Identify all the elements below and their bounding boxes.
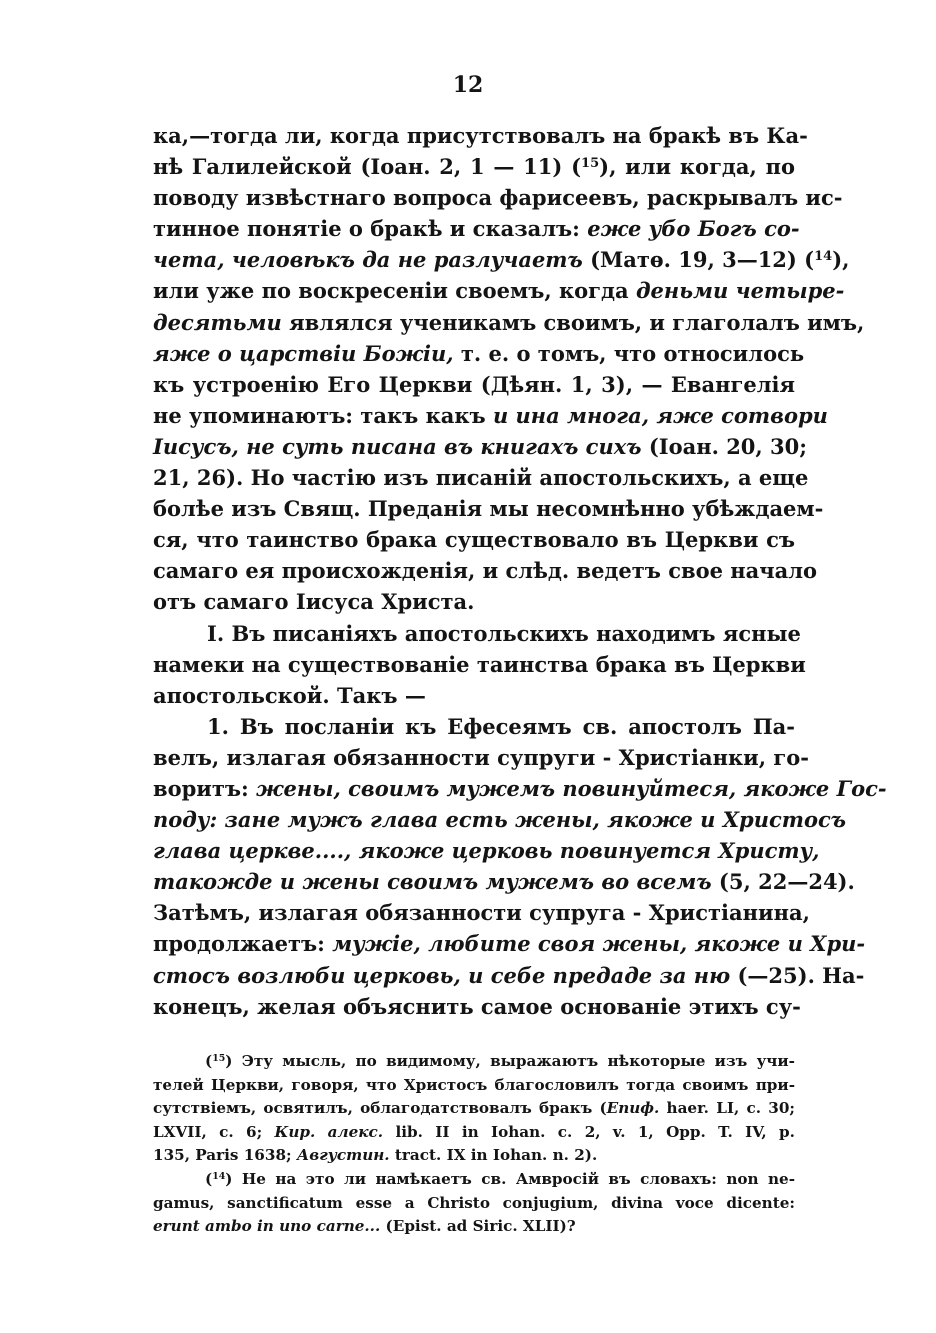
text-run: нѣ Галилейской (Іоан. 2, 1 — 11) ( bbox=[153, 154, 582, 180]
italic-run: Кир. алекс. bbox=[274, 1122, 384, 1141]
text-run: т. е. о томъ, что относилось bbox=[453, 340, 805, 366]
text-run: конецъ, желая объяснить самое основаніе этихъ су- bbox=[153, 993, 801, 1019]
text-line bbox=[153, 182, 843, 213]
text-run: являлся ученикамъ своимъ, и глаголалъ имъ, bbox=[281, 309, 865, 335]
text-line bbox=[153, 586, 795, 617]
italic-run: erunt ambo in uno carne... bbox=[153, 1217, 381, 1236]
text-line bbox=[153, 275, 845, 306]
italic-run: деньми четыре- bbox=[635, 278, 845, 304]
text-line bbox=[153, 897, 810, 928]
text-run: болѣе изъ Свящ. Преданія мы несомнѣнно убѣждаем- bbox=[153, 496, 824, 522]
text-line bbox=[153, 960, 865, 991]
text-run: ), или когда, по bbox=[599, 154, 795, 180]
footnote-ref: 15 bbox=[212, 1052, 226, 1064]
text-run: ) Эту мысль, по видимому, выражаютъ нѣкоторые изъ учи- bbox=[225, 1052, 795, 1070]
text-run: (—25). На- bbox=[730, 962, 865, 988]
text-run: tract. IX in Iohan. n. 2). bbox=[389, 1146, 598, 1165]
text-run: не упоминаютъ: такъ какъ bbox=[153, 402, 493, 428]
italic-run: десятьми bbox=[153, 309, 282, 335]
italic-run: и ина многа, яже сотвори bbox=[492, 402, 828, 428]
italic-run: мужіе, любите своя жены, якоже и Хри- bbox=[332, 931, 866, 957]
text-run: haer. LI, c. 30; bbox=[659, 1099, 795, 1118]
italic-run: Августин. bbox=[296, 1146, 390, 1165]
text-line bbox=[153, 493, 824, 524]
italic-run: глава церкве...., якоже церковь повинуется Христу, bbox=[153, 838, 820, 864]
text-line bbox=[153, 431, 808, 462]
footnote-line bbox=[153, 1168, 795, 1192]
footnote-line bbox=[153, 1121, 795, 1145]
italic-run: поду: зане мужъ глава есть жены, якоже и Христосъ bbox=[153, 807, 847, 833]
text-run: отъ самаго Іисуса Христа. bbox=[153, 589, 475, 615]
text-run: сутствіемъ, освятилъ, облагодатствовалъ бракъ ( bbox=[153, 1099, 607, 1118]
text-run: 135, Paris 1638; bbox=[153, 1146, 297, 1165]
text-line bbox=[153, 991, 801, 1022]
text-run: (Матѳ. 19, 3—12) ( bbox=[582, 247, 815, 273]
text-line bbox=[153, 120, 808, 151]
footnote-line bbox=[153, 1215, 795, 1239]
text-run: I. Въ писаніяхъ апостольскихъ находимъ ясные bbox=[207, 620, 801, 646]
footnote-ref: 14 bbox=[814, 249, 833, 265]
text-run: ) Не на это ли намѣкаетъ св. Амвросій въ словахъ: non ne- bbox=[225, 1169, 795, 1188]
footnote-line bbox=[153, 1097, 795, 1121]
footnote-line bbox=[153, 1192, 795, 1216]
footnote-line bbox=[153, 1074, 795, 1098]
text-run: ), bbox=[832, 247, 850, 273]
text-line bbox=[153, 213, 800, 244]
text-run: воритъ: bbox=[153, 775, 257, 801]
text-run: LXVII, c. 6; bbox=[153, 1122, 275, 1141]
text-line bbox=[153, 680, 795, 711]
text-run: (5, 22—24). bbox=[711, 869, 855, 895]
text-run: (Epist. ad Siric. XLII)? bbox=[380, 1217, 576, 1236]
text-run: продолжаетъ: bbox=[153, 931, 333, 957]
text-run: 21, 26). Но частію изъ писаній апостольскихъ, а еще bbox=[153, 465, 809, 491]
text-run: lib. II in Iohan. c. 2, v. 1, Opp. T. IV, p. bbox=[383, 1122, 795, 1141]
italic-run: яже о царствіи Божіи, bbox=[153, 340, 454, 366]
italic-run: Епиф. bbox=[606, 1099, 660, 1118]
text-line bbox=[153, 338, 805, 369]
text-line bbox=[153, 555, 818, 586]
text-run: gamus, sanctificatum esse a Christo conjugium, divina voce dicente: bbox=[153, 1193, 795, 1212]
text-run: самаго ея происхожденія, и слѣд. ведетъ свое начало bbox=[153, 558, 818, 584]
text-line bbox=[153, 866, 855, 897]
paragraph-start-line bbox=[153, 711, 795, 742]
text-line bbox=[153, 307, 865, 338]
footnote-line bbox=[153, 1144, 795, 1168]
text-line bbox=[153, 742, 809, 773]
text-run: Затѣмъ, излагая обязанности супруга - Христіанина, bbox=[153, 900, 810, 926]
italic-run: Іисусъ, не суть писана въ книгахъ сихъ bbox=[153, 433, 642, 459]
text-run: ка,—тогда ли, когда присутствовалъ на бракѣ въ Ка- bbox=[153, 123, 808, 148]
body-text bbox=[153, 120, 887, 1022]
italic-run: такожде и жены своимъ мужемъ во всемъ bbox=[153, 869, 712, 895]
italic-run: чета, человѣкъ да не разлучаетъ bbox=[153, 247, 583, 273]
footnote-line bbox=[153, 1050, 795, 1074]
text-run: или уже по воскресеніи своемъ, когда bbox=[153, 278, 636, 304]
italic-run: стосъ возлюби церковь, и себе предаде за ню bbox=[153, 962, 731, 988]
text-run: тинное понятіе о бракѣ и сказалъ: bbox=[153, 216, 588, 242]
text-line bbox=[153, 835, 820, 866]
text-line bbox=[153, 400, 828, 431]
footnote-ref: 15 bbox=[581, 155, 600, 171]
text-line bbox=[153, 524, 795, 555]
text-run: къ устроенію Его Церкви (Дѣян. 1, 3), — Евангелія bbox=[153, 371, 795, 397]
text-run: телей Церкви, говоря, что Христосъ благословилъ тогда своимъ при- bbox=[153, 1075, 795, 1094]
text-run: намеки на существованіе таинства брака въ Церкви bbox=[153, 651, 806, 677]
footnotes bbox=[153, 1050, 795, 1239]
paragraph-start-line bbox=[153, 618, 801, 649]
text-line bbox=[153, 151, 795, 182]
text-run: поводу извѣстнаго вопроса фарисеевъ, раскрывалъ ис- bbox=[153, 185, 843, 211]
text-run: велъ, излагая обязанности супруги - Христіанки, го- bbox=[153, 744, 809, 770]
text-run: ( bbox=[205, 1169, 213, 1188]
text-line bbox=[153, 773, 887, 804]
text-run: апостольской. Такъ — bbox=[153, 682, 426, 708]
text-run: (Іоан. 20, 30; bbox=[641, 433, 808, 459]
italic-run: жены, своимъ мужемъ повинуйтеся, якоже Гос- bbox=[256, 775, 887, 801]
footnote-ref: 14 bbox=[212, 1170, 226, 1182]
text-line bbox=[153, 462, 809, 493]
text-line bbox=[153, 369, 795, 400]
text-line bbox=[153, 649, 806, 680]
text-run: ( bbox=[205, 1052, 213, 1070]
text-line bbox=[153, 928, 866, 959]
italic-run: еже убо Богъ со- bbox=[587, 216, 800, 242]
text-run: 1. Въ посланіи къ Ефесеямъ св. апостолъ Па- bbox=[207, 713, 795, 739]
page-number: 12 bbox=[452, 72, 484, 98]
text-line bbox=[153, 244, 850, 275]
text-line bbox=[153, 804, 847, 835]
text-run: ся, что таинство брака существовало въ Церкви съ bbox=[153, 527, 795, 553]
